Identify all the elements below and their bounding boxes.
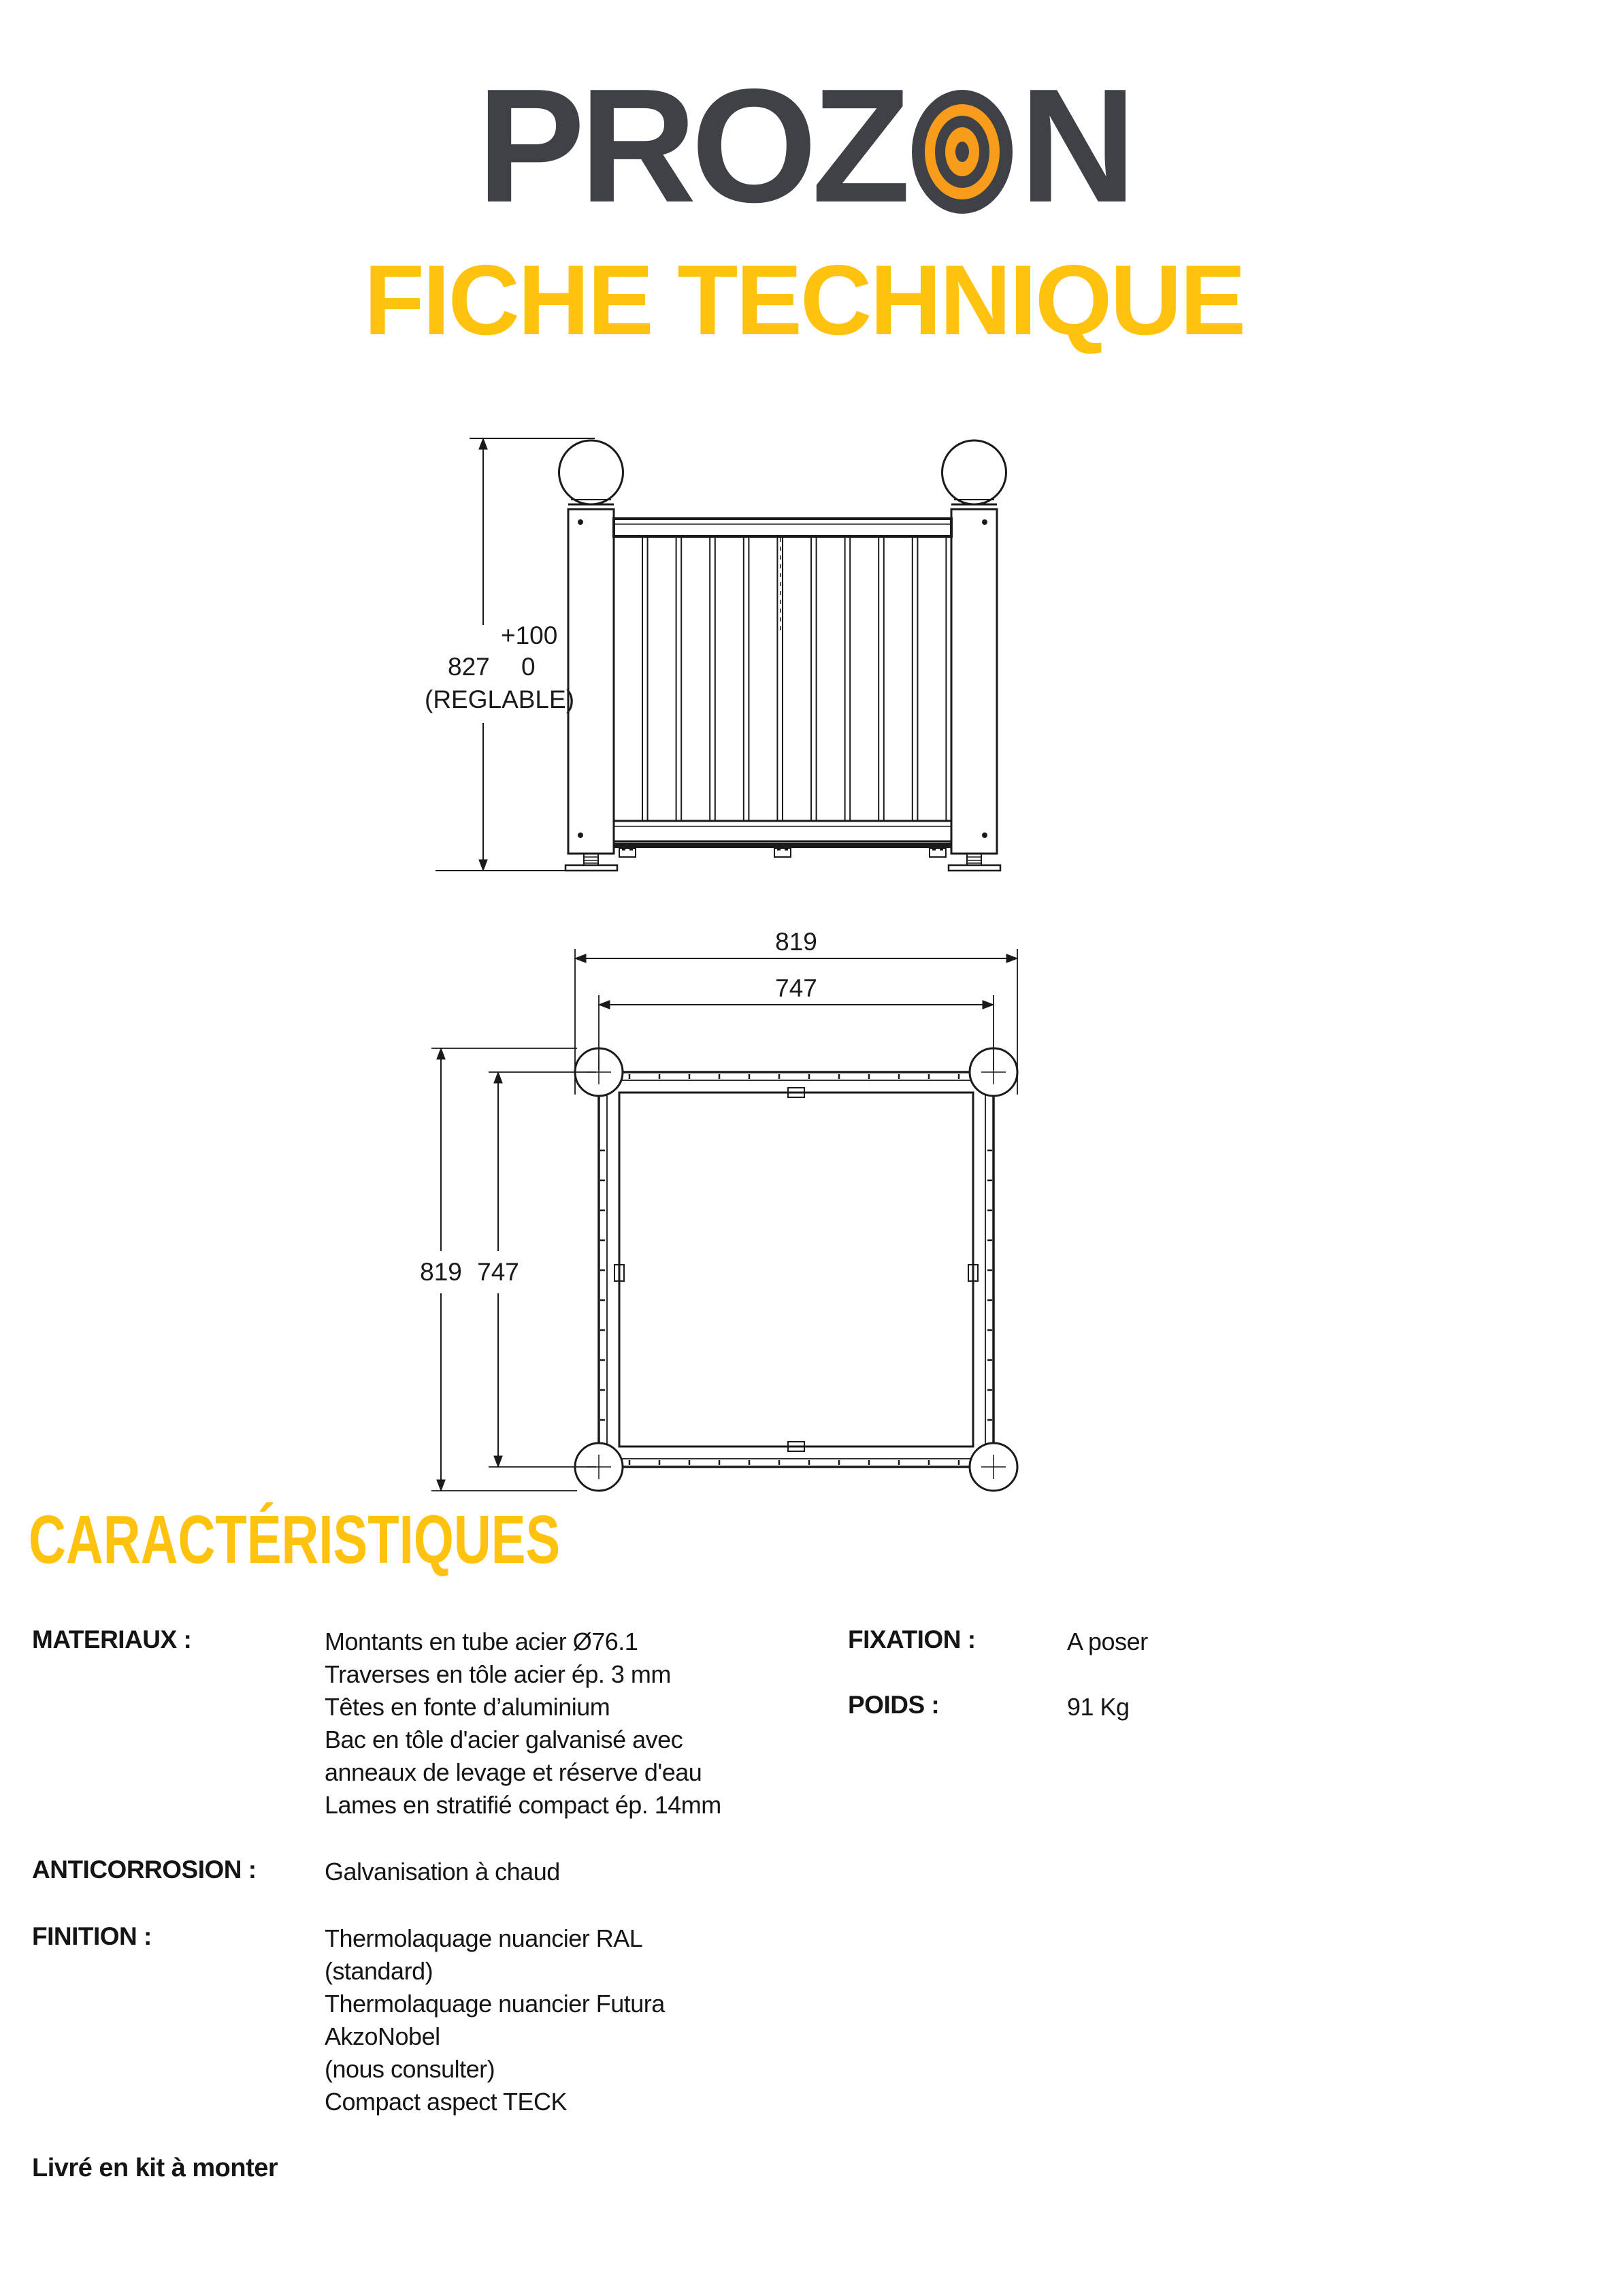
top-view-linework [431, 949, 1017, 1491]
spec-line: Compact aspect TECK [325, 2088, 567, 2116]
front-view-drawing [422, 429, 1007, 878]
logo-text-left: PROZ [476, 56, 906, 236]
spec-line: (standard) [325, 1957, 433, 1985]
page-title: FICHE TECHNIQUE [363, 244, 1245, 355]
spec-value-anticorrosion [325, 1856, 560, 1888]
spec-line: AkzoNobel [325, 2022, 440, 2050]
spec-value-fixation [1067, 1626, 1148, 1658]
spec-line: Montants en tube acier Ø76.1 [325, 1628, 638, 1655]
spec-label-fixation: FIXATION : [848, 1626, 976, 1653]
spec-label-materiaux: MATERIAUX : [32, 1626, 192, 1653]
footer-note: Livré en kit à monter [32, 2154, 278, 2182]
front-dim-note: (REGLABLE) [425, 685, 575, 713]
spec-label-anticorrosion: ANTICORROSION : [32, 1856, 257, 1883]
spec-value-poids [1067, 1691, 1130, 1724]
spec-value-materiaux [325, 1626, 721, 1822]
spec-label-poids: POIDS : [848, 1691, 940, 1719]
spec-line: 91 Kg [1067, 1693, 1130, 1721]
spec-value-finition [325, 1922, 665, 2118]
spec-label-finition: FINITION : [32, 1922, 152, 1950]
spec-line: Thermolaquage nuancier Futura [325, 1990, 665, 2018]
front-dim-tolerance-zero: 0 [521, 653, 536, 681]
top-dim-width-inner: 747 [775, 974, 817, 1002]
spec-line: Traverses en tôle acier ép. 3 mm [325, 1660, 671, 1688]
target-bullseye-icon [910, 88, 1014, 215]
spec-line: Têtes en fonte d’aluminium [325, 1693, 610, 1721]
spec-line: Galvanisation à chaud [325, 1858, 560, 1886]
spec-line: Bac en tôle d'acier galvanisé avec [325, 1726, 683, 1753]
spec-line: A poser [1067, 1628, 1148, 1655]
top-dim-height-outer: 819 [420, 1258, 462, 1286]
spec-line: (nous consulter) [325, 2055, 495, 2083]
section-heading: CARACTÉRISTIQUES [29, 1502, 561, 1578]
spec-line: Thermolaquage nuancier RAL [325, 1924, 643, 1952]
top-dim-width-outer: 819 [775, 928, 817, 956]
front-dim-tolerance-plus: +100 [501, 621, 558, 649]
top-view-drawing [395, 912, 1041, 1511]
spec-line: anneaux de levage et réserve d'eau [325, 1758, 702, 1786]
top-dim-height-inner: 747 [477, 1258, 519, 1286]
front-dim-value: 827 [448, 653, 490, 681]
spec-line: Lames en stratifié compact ép. 14mm [325, 1791, 721, 1819]
logo-text-right: N [1019, 56, 1131, 236]
brand-logo [0, 56, 1608, 236]
